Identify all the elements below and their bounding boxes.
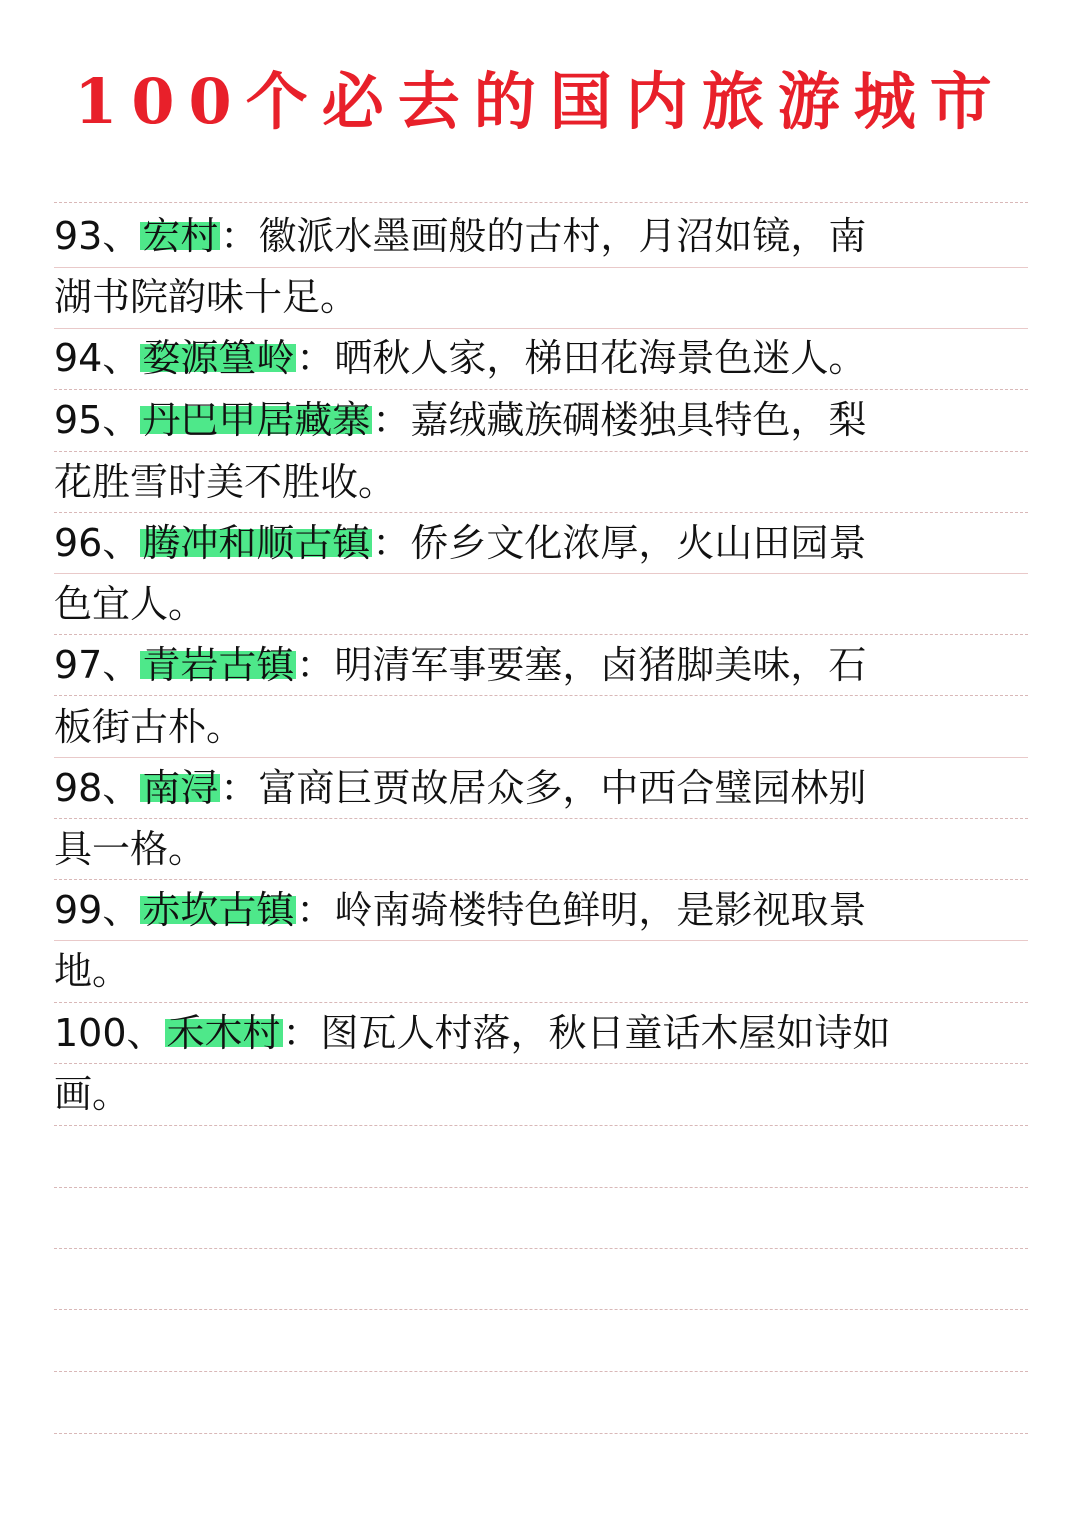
entry-100-line2: 画。: [54, 1072, 131, 1116]
entry-name-highlight: 婺源篁岭: [142, 336, 295, 380]
entry-description: ：晒秋人家，梯田花海景色迷人。: [296, 336, 867, 380]
entry-96-line2: 色宜人。: [54, 582, 207, 626]
entry-97-line1: [54, 635, 1028, 695]
entry-95-line2: 花胜雪时美不胜收。: [54, 460, 397, 504]
entry-description: ：明清军事要塞，卤猪脚美味，石: [296, 643, 867, 687]
rule-line: [54, 1187, 1028, 1188]
entry-name-highlight: 腾冲和顺古镇: [142, 521, 371, 565]
page-title: 100个必去的国内旅游城市: [74, 65, 1006, 138]
entry-number: 97、: [54, 643, 141, 687]
entry-description: ：富商巨贾故居众多，中西合璧园林别: [220, 766, 867, 810]
entry-number: 93、: [54, 214, 141, 258]
entry-93-line2: 湖书院韵味十足。: [54, 275, 359, 319]
entry-name-highlight: 南浔: [142, 766, 219, 810]
entry-95-line1: [54, 390, 1028, 450]
entry-99-line2: 地。: [54, 949, 131, 993]
rule-line: [54, 202, 1028, 203]
entry-97-line2: 板街古朴。: [54, 705, 245, 749]
rule-line: [54, 1125, 1028, 1126]
entry-99-line1: [54, 880, 1028, 940]
rule-line: [54, 1371, 1028, 1372]
rule-line: [54, 695, 1028, 696]
entry-number: 96、: [54, 521, 141, 565]
entry-98-line1: [54, 758, 1028, 818]
entry-name-highlight: 赤坎古镇: [142, 888, 295, 932]
entry-96-line1: [54, 513, 1028, 573]
entry-number: 98、: [54, 766, 141, 810]
entry-description: ：图瓦人村落，秋日童话木屋如诗如: [282, 1011, 891, 1055]
entry-93-line1: [54, 206, 1028, 266]
entry-name-highlight: 青岩古镇: [142, 643, 295, 687]
entry-description: ：侨乡文化浓厚，火山田园景: [372, 521, 867, 565]
entry-description: ：徽派水墨画般的古村，月沼如镜，南: [220, 214, 867, 258]
entry-number: 99、: [54, 888, 141, 932]
rule-line: [54, 1248, 1028, 1249]
entry-name-highlight: 丹巴甲居藏寨: [142, 398, 371, 442]
rule-line: [54, 1433, 1028, 1434]
entry-94-line1: [54, 328, 1028, 388]
entry-number: 100、: [54, 1011, 165, 1055]
entry-number: 94、: [54, 336, 141, 380]
entry-description: ：岭南骑楼特色鲜明，是影视取景: [296, 888, 867, 932]
entry-100-line1: [54, 1003, 1028, 1063]
entry-name-highlight: 宏村: [142, 214, 219, 258]
entry-name-highlight: 禾木村: [166, 1011, 281, 1055]
entry-description: ：嘉绒藏族碉楼独具特色，梨: [372, 398, 867, 442]
rule-line: [54, 1309, 1028, 1310]
entry-98-line2: 具一格。: [54, 827, 207, 871]
entry-number: 95、: [54, 398, 141, 442]
